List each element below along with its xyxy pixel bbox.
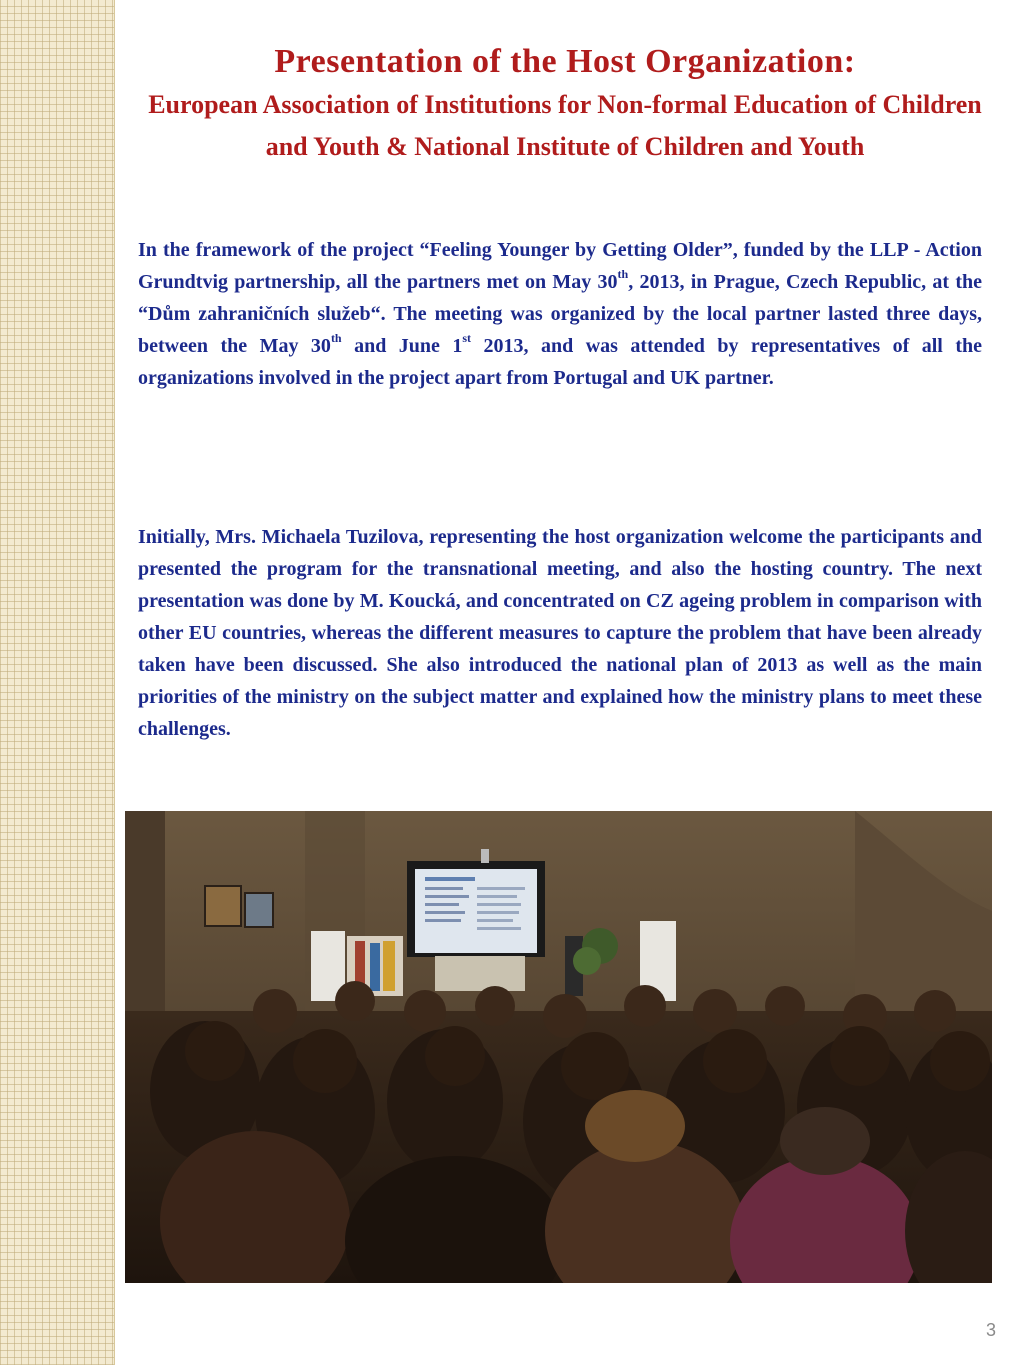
- page-title: Presentation of the Host Organization:: [274, 43, 856, 80]
- ordinal-suffix: th: [330, 331, 342, 346]
- page-number: 3: [985, 1320, 996, 1340]
- page-header: [140, 40, 990, 168]
- page-subtitle: European Association of Institutions for Non-formal Education of Children and Youth & National Institute of Children and Youth: [148, 90, 982, 161]
- ordinal-suffix: th: [617, 267, 629, 282]
- paragraph-meeting-intro: [138, 234, 982, 394]
- meeting-photo: [125, 811, 992, 1283]
- paragraph-text: In the framework of the project “Feeling Younger by Getting Older”, funded by the LLP - Action Grundtvig partnership, all the partners met on May 30: [138, 239, 982, 293]
- ordinal-suffix: st: [462, 331, 472, 346]
- paragraph-text: , 2013, in Prague, Czech Republic, at the “Dům zahraničních služeb“. The meeting was organized by the local partner lasted three days, between the May 30: [138, 271, 982, 357]
- paragraph-presentations: Initially, Mrs. Michaela Tuzilova, representing the host organization welcome the participants and presented the program for the transnational meeting, and also the hosting country. The next presentation was done by M. Koucká, and concentrated on CZ ageing problem in comparison with other EU countries, whereas the different measures to capture the problem that have been already taken have been discussed. She also introduced the national plan of 2013 as well as the main priorities of the ministry on the subject matter and explained how the ministry plans to meet these challenges.: [138, 526, 982, 740]
- paragraph-text: and June 1: [341, 335, 463, 357]
- decorative-side-strip: [0, 0, 115, 1365]
- meeting-photo-illustration: [125, 811, 992, 1283]
- paragraph-text: 2013, and was attended by representatives of all the organizations involved in the project apart from Portugal and UK partner.: [138, 335, 982, 389]
